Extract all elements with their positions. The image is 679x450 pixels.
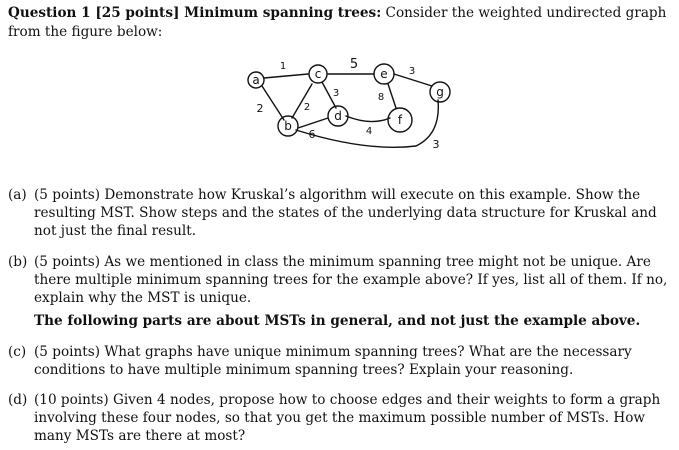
graph-figure	[236, 54, 466, 166]
question-heading	[8, 4, 670, 42]
node-label-e: e	[380, 67, 388, 81]
edge-d-f	[346, 116, 390, 122]
part-d-label: (d)	[8, 392, 28, 408]
part-c-text: (5 points) What graphs have unique minimum spanning trees? What are the necessary conditions to have multiple minimum spanning trees? Explain your reasoning.	[34, 344, 632, 378]
part-a-label: (a)	[8, 187, 27, 203]
weight-c-d: 3	[332, 88, 340, 99]
part-a-text: (5 points) Demonstrate how Kruskal’s algorithm will execute on this example. Show the resulting MST. Show steps and the states of the underlying data structure for Kruskal and not just the final result.	[34, 187, 657, 239]
edge-b-d	[298, 118, 328, 128]
node-label-a: a	[252, 73, 260, 87]
question-intro: Consider the weighted undirected graph from the figure below:	[8, 5, 667, 40]
node-label-b: b	[284, 119, 292, 133]
weight-b-g: 3	[432, 138, 440, 151]
weight-c-b: 2	[303, 102, 311, 113]
node-label-g: g	[436, 85, 444, 99]
part-b-text: (5 points) As we mentioned in class the minimum spanning tree might not be unique. Are there multiple minimum spanning trees for the example above? If yes, list all of them. If no, explain why the MST is unique.	[34, 254, 668, 306]
general-note: The following parts are about MSTs in general, and not just the example above.	[34, 313, 641, 329]
weight-a-b: 2	[256, 102, 264, 115]
weight-a-c: 1	[279, 61, 287, 72]
part-c-label: (c)	[8, 344, 27, 360]
weight-c-e: 5	[349, 57, 359, 72]
part-d	[8, 391, 668, 445]
node-label-c: c	[314, 67, 322, 81]
edge-e-f	[388, 84, 396, 108]
graph-drawing	[236, 54, 466, 166]
part-b	[8, 253, 668, 307]
part-b-label: (b)	[8, 254, 28, 270]
weight-e-f: 8	[377, 92, 385, 103]
weight-b-d: 6	[308, 128, 316, 141]
question-title: Question 1 [25 points] Minimum spanning trees:	[8, 5, 382, 21]
part-a	[8, 186, 668, 240]
part-d-text: (10 points) Given 4 nodes, propose how to choose edges and their weights to form a graph involving these four nodes, so that you get the maximum possible number of MSTs. How many MSTs are there at most?	[34, 392, 661, 444]
weight-e-g: 3	[408, 66, 416, 77]
edge-a-b	[262, 86, 284, 120]
node-label-d: d	[334, 109, 342, 123]
weight-d-f: 4	[365, 126, 373, 137]
part-c	[8, 343, 668, 379]
edge-b-g	[296, 100, 438, 147]
graph-labels	[252, 57, 443, 151]
node-label-f: f	[397, 113, 403, 127]
edge-a-c	[264, 74, 308, 78]
